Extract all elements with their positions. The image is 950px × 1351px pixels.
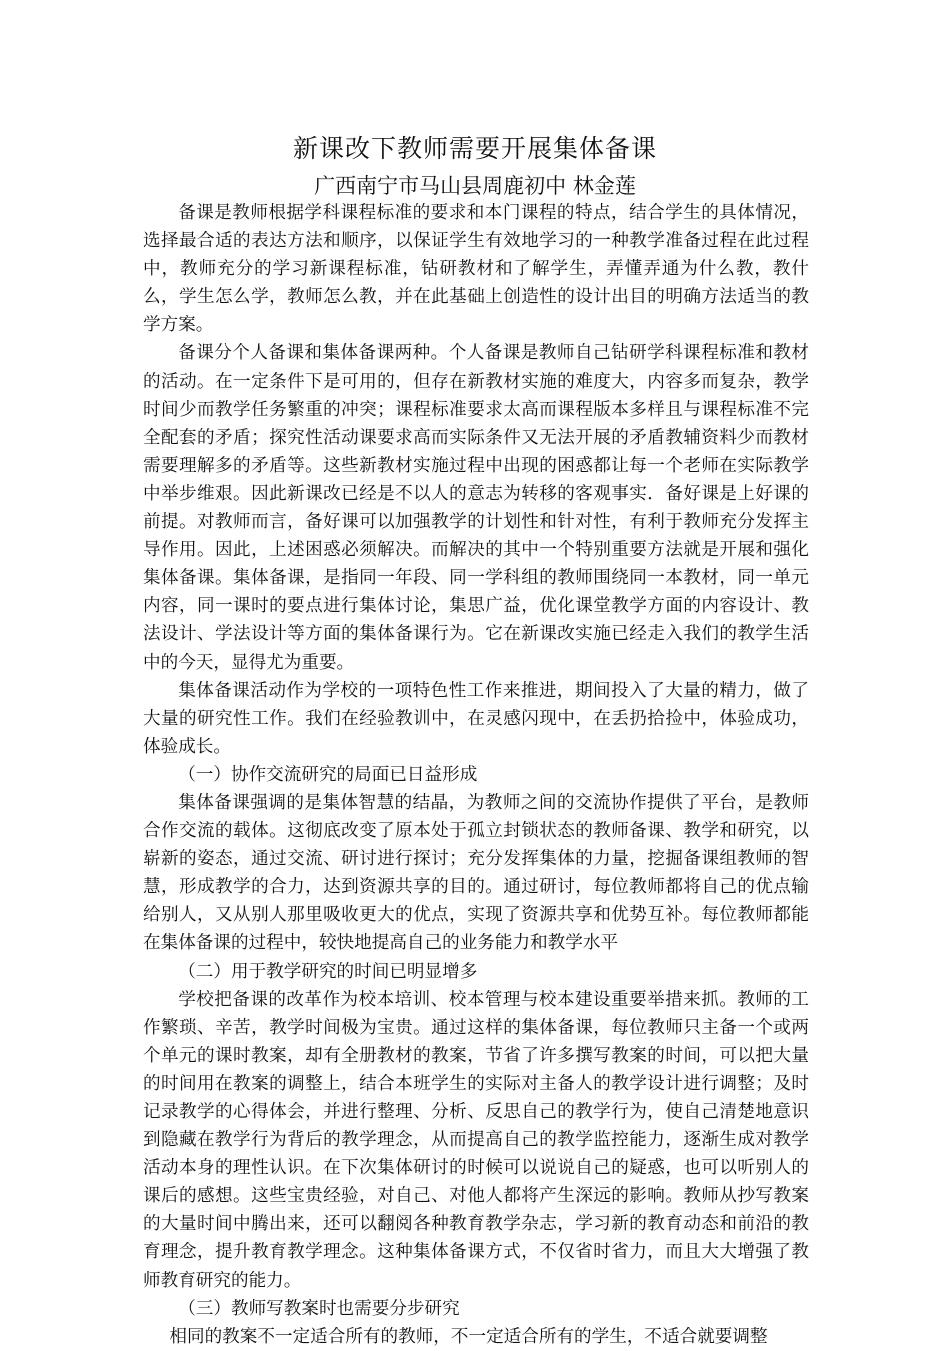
section-heading: （一）协作交流研究的局面已日益形成 <box>178 764 478 785</box>
paragraph: 学校把备课的改革作为校本培训、校本管理与校本建设重要举措来抓。教师的工作繁琐、辛苦，教学时间极为宝贵。通过这样的集体备课，每位教师只主备一个或两个单元的课时教案，却有全册教材的教案，节省了许多撰写教案的时间，可以把大量的时间用在教案的调整上，结合本班学生的实际对主备人的教学设计进行调整；及时记录教学的心得体会，并进行整理、分析、反思自己的教学行为，使自己清楚地意识到隐藏在教学行为背后的教学理念，从而提高自己的教学监控能力，逐渐生成对教学活动本身的理性认识。在下次集体研讨的时候可以说说自己的疑惑，也可以听别人的课后的感想。这些宝贵经验，对自己、对他人都将产生深远的影响。教师从抄写教案的大量时间中腾出来，还可以翻阅各种教育教学杂志，学习新的教育动态和前沿的教育理念，提升教育教学理念。这种集体备课方式，不仅省时省力，而且大大增强了教师教育研究的能力。 <box>143 989 809 1291</box>
section-heading: （二）用于教学研究的时间已明显增多 <box>178 961 478 982</box>
document-body <box>143 199 809 1351</box>
document-author: 广西南宁市马山县周鹿初中 林金莲 <box>314 174 636 198</box>
section-heading: （三）教师写教案时也需要分步研究 <box>178 1298 460 1319</box>
paragraph: 备课分个人备课和集体备课两种。个人备课是教师自己钻研学科课程标准和教材的活动。在一定条件下是可用的，但存在新教材实施的难度大，内容多而复杂，教学时间少而教学任务繁重的冲突；课程标准要求太高而课程版本多样且与课程标准不完全配套的矛盾；探究性活动课要求高而实际条件又无法开展的矛盾教辅资料少而教材需要理解多的矛盾等。这些新教材实施过程中出现的困惑都让每一个老师在实际教学中举步维艰。因此新课改已经是不以人的意志为转移的客观事实．备好课是上好课的前提。对教师而言，备好课可以加强教学的计划性和针对性，有利于教师充分发挥主导作用。因此，上述困惑必须解决。而解决的其中一个特别重要方法就是开展和强化集体备课。集体备课，是指同一年段、同一学科组的教师围绕同一本教材，同一单元内容，同一课时的要点进行集体讨论，集思广益，优化课堂教学方面的内容设计、教法设计、学法设计等方面的集体备课行为。它在新课改实施已经走入我们的教学生活中的今天，显得尤为重要。 <box>143 343 809 673</box>
paragraph: 集体备课活动作为学校的一项特色性工作来推进，期间投入了大量的精力，做了大量的研究性工作。我们在经验教训中，在灵感闪现中，在丢扔拾捡中，体验成功，体验成长。 <box>143 680 809 757</box>
paragraph: 备课是教师根据学科课程标准的要求和本门课程的特点，结合学生的具体情况，选择最合适的表达方法和顺序，以保证学生有效地学习的一种教学准备过程在此过程中，教师充分的学习新课程标准，钻研教材和了解学生，弄懂弄通为什么教，教什么，学生怎么学，教师怎么教，并在此基础上创造性的设计出目的明确方法适当的教学方案。 <box>143 203 809 336</box>
document-title: 新课改下教师需要开展集体备课 <box>292 134 657 163</box>
paragraph: 相同的教案不一定适合所有的教师，不一定适合所有的学生，不适合就要调整 <box>169 1326 768 1347</box>
paragraph: 集体备课强调的是集体智慧的结晶，为教师之间的交流协作提供了平台，是教师合作交流的载体。这彻底改变了原本处于孤立封锁状态的教师备课、教学和研究，以崭新的姿态，通过交流、研讨进行探讨；充分发挥集体的力量，挖掘备课组教师的智慧，形成教学的合力，达到资源共享的目的。通过研讨，每位教师都将自己的优点输给别人，又从别人那里吸收更大的优点，实现了资源共享和优势互补。每位教师都能在集体备课的过程中，较快地提高自己的业务能力和教学水平 <box>143 792 809 954</box>
